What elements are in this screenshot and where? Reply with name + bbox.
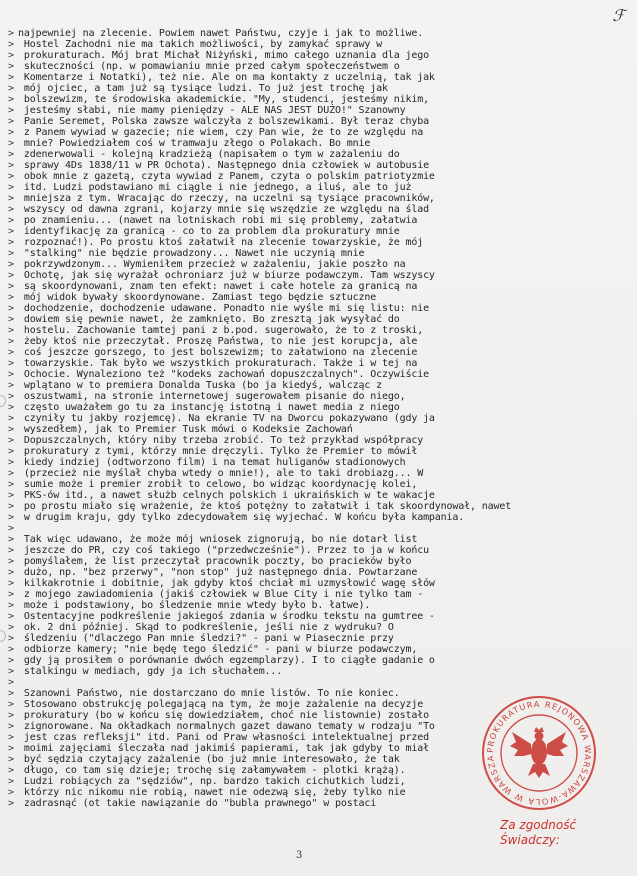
text-line	[8, 688, 400, 699]
text-line	[8, 39, 382, 50]
line-text: dużo, np. "bez przerwy", "non stop" już następnego dnia. Powtarzane	[18, 567, 418, 578]
certification-line: Za zgodność	[500, 818, 577, 832]
text-line	[8, 721, 435, 732]
line-text: Ostentacyjne podkreślenie jakiegoś zdania w środku tekstu na gumtree -	[18, 611, 435, 622]
quote-marker: >	[8, 303, 14, 314]
line-text: prokuraturach. Mój brat Michał Niżyński, mimo całego uznania dla jego	[18, 50, 429, 61]
line-text: są skoordynowani, znam ten efekt: nawet i całe hotele za granicą na	[18, 281, 418, 292]
line-text: po znamieniu... (nawet na lotniskach robi mi się problemy, załatwia	[18, 215, 418, 226]
quote-marker: >	[8, 380, 14, 391]
text-line	[8, 182, 411, 193]
line-text: Tak więc udawano, że może mój wniosek zignorują, bo nie dotarł list	[18, 534, 418, 545]
line-text: wplątano w to premiera Donalda Tuska (bo ja kiedyś, walcząc z	[18, 380, 382, 391]
line-text: bolszewizm, te środowiska akademickie. "My, studenci, jesteśmy nikim,	[18, 94, 429, 105]
text-line	[8, 743, 429, 754]
line-text: Stosowano obstrukcję polegającą na tym, że moje zażalenie na decyzje	[18, 699, 424, 710]
text-line	[8, 534, 417, 545]
quote-marker: >	[8, 633, 14, 644]
text-line	[8, 259, 405, 270]
quote-marker: >	[8, 314, 14, 325]
line-text: mój widok bywały skoordynowane. Zamiast tego będzie sztuczne	[18, 292, 377, 303]
quote-marker: >	[8, 490, 14, 501]
text-line	[8, 391, 405, 402]
quote-marker: >	[8, 182, 14, 193]
text-line	[8, 270, 435, 281]
quote-marker: >	[8, 259, 14, 270]
line-text: towarzyskie. Tak było we wszystkich prokuraturach. Także i w tej na	[18, 358, 418, 369]
quote-marker: >	[8, 765, 14, 776]
text-line	[8, 677, 18, 688]
quote-marker: >	[8, 457, 14, 468]
line-text: prokuratury (bo w końcu się dowiedziałem, choć nie listownie) zostało	[18, 710, 429, 721]
text-line	[8, 710, 429, 721]
quote-marker: >	[8, 501, 14, 512]
line-text: pomyślałem, że list przeczytał pracownik poczty, bo pracieków było	[18, 556, 412, 567]
line-text: stalkingu w mediach, gdy ja ich słuchałem...	[18, 666, 283, 677]
quote-marker: >	[8, 61, 14, 72]
line-text: Hostel Zachodni nie ma takich możliwości, by zamykać sprawy w	[18, 39, 382, 50]
line-text: którzy nic nikomu nie robią, nawet nie odezwą się, żeby tylko nie	[18, 787, 406, 798]
text-line	[8, 578, 435, 589]
text-line	[8, 479, 417, 490]
quote-marker: >	[8, 721, 14, 732]
text-line	[8, 138, 370, 149]
line-text: skuteczności (np. w pomawianiu mnie przed całym społeczeństwem o	[18, 61, 400, 72]
quote-marker: >	[8, 39, 14, 50]
text-line	[8, 380, 382, 391]
line-text: może i podstawiony, bo śledzenie mnie wtedy było b. łatwe).	[18, 600, 371, 611]
quote-marker: >	[8, 347, 14, 358]
line-text: Ludzi robiących za "sędziów", np. bardzo takich cichutkich ludzi,	[18, 776, 406, 787]
line-text: mniejsza z tym. Wracając do rzeczy, na uczelni są tysiące pracowników,	[18, 193, 435, 204]
text-line	[8, 556, 411, 567]
text-line	[8, 457, 405, 468]
line-text: hostelu. Zachowanie tamtej pani z b.pod. sugerowało, że to z troski,	[18, 325, 424, 336]
text-line	[8, 347, 417, 358]
text-line	[8, 127, 423, 138]
text-line	[8, 611, 435, 622]
line-text: dochodzenie, dochodzenie udawane. Ponadto nie wyśle mi się listu: nie	[18, 303, 429, 314]
line-text: Dopuszczalnych, który niby trzeba zrobić. To też przykład współpracy	[18, 435, 424, 446]
text-line	[8, 402, 400, 413]
quote-marker: >	[8, 358, 14, 369]
text-line	[8, 105, 405, 116]
page-number: 3	[296, 850, 303, 861]
line-text: śledzeniu ("dlaczego Pan mnie śledzi?" - pani w Piasecznie przy	[18, 633, 394, 644]
quote-marker: >	[8, 94, 14, 105]
text-line	[8, 116, 429, 127]
line-text: mnie? Powiedziałem coś w tramwaju złego o Polakach. Bo mnie	[18, 138, 371, 149]
quote-marker: >	[8, 149, 14, 160]
text-line	[8, 644, 417, 655]
text-line	[8, 732, 429, 743]
quote-marker: >	[8, 776, 14, 787]
line-text: jest czas refleksji" itd. Pani od Praw własności intelektualnej przed	[18, 732, 429, 743]
line-text: zignorowane. Na okładkach normalnych gazet dawano tematy w rodzaju "To	[18, 721, 435, 732]
text-line	[8, 787, 405, 798]
text-line	[8, 523, 18, 534]
line-text: sumie może i premier zrobił to celowo, bo widząc koordynację kolei,	[18, 479, 418, 490]
quote-marker: >	[8, 50, 14, 61]
corner-handwritten-mark: ℱ	[612, 6, 625, 25]
text-line	[8, 72, 435, 83]
line-text: gdy ją prosiłem o porównanie dwóch egzemplarzy). I to ciągłe gadanie o	[18, 655, 435, 666]
quote-marker: >	[8, 798, 14, 809]
line-text: zdenerwowali - kolejną kradzieżą (napisałem o tym w zażaleniu do	[18, 149, 400, 160]
line-text: zadrasnąć (ot takie nawiązanie do "bubla prawnego" w postaci	[18, 798, 377, 809]
line-text: wyszedłem), jak to Premier Tusk mówi o Kodeksie Zachowań	[18, 424, 353, 435]
text-line	[8, 468, 423, 479]
text-line	[8, 501, 511, 512]
line-text: obok mnie z gazetą, czyta wywiad z Panem, czyta o polskim patriotyzmie	[18, 171, 435, 182]
quote-marker: >	[8, 336, 14, 347]
line-text: najpewniej na zlecenie. Powiem nawet Państwu, czyje i jak to możliwe.	[18, 28, 424, 39]
quote-marker: >	[8, 710, 14, 721]
quote-marker: >	[8, 160, 14, 171]
line-text: często uważałem go tu za instancję istotną i nawet media z niego	[18, 402, 400, 413]
line-text: Panie Seremet, Polska zawsze walczyła z bolszewikami. Był teraz chyba	[18, 116, 429, 127]
text-line	[8, 512, 464, 523]
line-text: oszustwami, na stronie internetowej sugerowałem pisanie do niego,	[18, 391, 406, 402]
quote-marker: >	[8, 600, 14, 611]
line-text: ok. 2 dni później. Skąd to podkreślenie, jeśli nie z wydruku? O	[18, 622, 394, 633]
line-text: wszyscy od dawna zgrani, kojarzy mnie się wszędzie ze względu na ślad	[18, 204, 429, 215]
text-line	[8, 193, 435, 204]
quote-marker: >	[8, 193, 14, 204]
quote-marker: >	[8, 391, 14, 402]
quote-marker: >	[8, 677, 14, 688]
stamp-seal	[478, 692, 600, 814]
text-line	[8, 435, 423, 446]
certification-handwriting	[500, 818, 576, 848]
text-line	[8, 292, 376, 303]
quote-marker: >	[8, 105, 14, 116]
quote-marker: >	[8, 479, 14, 490]
text-line	[8, 50, 429, 61]
quote-marker: >	[8, 644, 14, 655]
line-text: identyfikację za granicą - co to za problem dla prokuratury mnie	[18, 226, 400, 237]
quote-marker: >	[8, 226, 14, 237]
line-text: rozpoznać!). Po prostu ktoś załatwił na zlecenie towarzyskie, że mój	[18, 237, 424, 248]
text-line	[8, 237, 423, 248]
quote-marker: >	[8, 171, 14, 182]
text-line	[8, 655, 435, 666]
line-text: z mojego zawiadomienia (jakiś człowiek w Blue City i nie tylko tam -	[18, 589, 424, 600]
quote-marker: >	[8, 270, 14, 281]
line-text: coś jeszcze gorszego, to jest bolszewizm; to załatwiono na zlecenie	[18, 347, 418, 358]
quote-marker: >	[8, 204, 14, 215]
text-line	[8, 545, 429, 556]
quote-marker: >	[8, 556, 14, 567]
quote-marker: >	[8, 567, 14, 578]
text-line	[8, 325, 423, 336]
text-line	[8, 171, 435, 182]
line-text: pokrzywdzonym... Wymieniłem przecież w zażaleniu, jakie poszło na	[18, 259, 406, 270]
quote-marker: >	[8, 83, 14, 94]
text-line	[8, 424, 353, 435]
line-text: moimi zajęciami śleczała nad jakimiś papierami, tak jak gdyby to miał	[18, 743, 429, 754]
text-line	[8, 776, 405, 787]
quote-marker: >	[8, 545, 14, 556]
text-line	[8, 149, 400, 160]
text-line	[8, 798, 376, 809]
text-line	[8, 490, 435, 501]
text-line	[8, 765, 405, 776]
line-text: kilkakrotnie i dobitnie, jak gdyby ktoś chciał mi uzmysłowić wagę słów	[18, 578, 435, 589]
line-text: itd. Ludzi podstawiano mi ciągle i nie jednego, a iluś, ale to już	[18, 182, 412, 193]
text-line	[8, 754, 400, 765]
text-line	[8, 358, 417, 369]
text-line	[8, 666, 282, 677]
text-line	[8, 446, 417, 457]
text-line	[8, 369, 429, 380]
text-line	[8, 226, 400, 237]
quote-marker: >	[8, 424, 14, 435]
text-line	[8, 303, 429, 314]
line-text: Ochotę, jak się wyrażał ochroniarz już w biurze podawczym. Tam wszyscy	[18, 270, 435, 281]
text-line	[8, 61, 400, 72]
text-line	[8, 589, 423, 600]
text-line	[8, 248, 364, 259]
line-text: Ochocie. Wynaleziono też "kodeks zachowań dopuszczalnych". Oczywiście	[18, 369, 429, 380]
text-line	[8, 83, 388, 94]
text-line	[8, 413, 435, 424]
quote-marker: >	[8, 468, 14, 479]
line-text: dowiem się pewnie nawet, że zamknięto. Bo zresztą jak wysyłać do	[18, 314, 400, 325]
quote-marker: >	[8, 72, 14, 83]
text-line	[8, 215, 417, 226]
text-line	[8, 94, 429, 105]
quote-marker: >	[8, 215, 14, 226]
quote-marker: >	[8, 248, 14, 259]
line-text: odbiorze kamery; "nie będę tego śledzić" - pani w biurze podawczym,	[18, 644, 418, 655]
text-line	[8, 600, 370, 611]
quote-marker: >	[8, 402, 14, 413]
text-line	[8, 204, 429, 215]
quote-marker: >	[8, 325, 14, 336]
line-text: w drugim kraju, gdy tylko zdecydowałem się wyjechać. W końcu była kampania.	[18, 512, 465, 523]
text-line	[8, 699, 423, 710]
line-text: żeby ktoś nie przeczytał. Proszę Państwa, to nie jest korupcja, ale	[18, 336, 418, 347]
line-text: z Panem wywiad w gazecie; nie wiem, czy Pan wie, że to ze względu na	[18, 127, 424, 138]
line-text: sprawy 4Ds 1838/11 w PR Ochota). Następnego dnia człowiek w autobusie	[18, 160, 429, 171]
quote-marker: >	[8, 743, 14, 754]
quote-marker: >	[8, 578, 14, 589]
svg-text:PROKURATURA REJONOWA WARSZAWA-: PROKURATURA REJONOWA WARSZAWA-WOLA W WARSZA	[484, 698, 594, 808]
line-text: Szanowni Państwo, nie dostarczano do mnie listów. To nie koniec.	[18, 688, 400, 699]
line-text: po prostu miało się wrażenie, że ktoś potężny to załatwił i tak skoordynował, nawet	[18, 501, 512, 512]
text-line	[8, 633, 394, 644]
quote-marker: >	[8, 732, 14, 743]
line-text: długo, co tam się dzieje; trochę się załamywałem - plotki krążą).	[18, 765, 406, 776]
quote-marker: >	[8, 28, 14, 39]
quote-marker: >	[8, 292, 14, 303]
quote-marker: >	[8, 116, 14, 127]
quote-marker: >	[8, 699, 14, 710]
quote-marker: >	[8, 534, 14, 545]
line-text: PKS-ów itd., a nawet służb celnych polskich i ukraińskich w te wakacje	[18, 490, 435, 501]
line-text: prokuratury z tymi, którzy mnie dręczyli. Tylko że Premier to mówił	[18, 446, 418, 457]
line-text: kiedy indziej (odtworzono film) i na temat huliganów stadionowych	[18, 457, 406, 468]
text-line	[8, 281, 417, 292]
quote-marker: >	[8, 655, 14, 666]
quote-marker: >	[8, 622, 14, 633]
line-text: Komentarze i Notatki), też nie. Ale on ma kontakty z uczelnią, tak jak	[18, 72, 435, 83]
line-text: czyniły tu jakby rozjemcę). Na ekranie TV na Dworcu pokazywano (gdy ja	[18, 413, 435, 424]
text-line	[8, 314, 400, 325]
text-line	[8, 336, 417, 347]
line-text: "stalking" nie będzie prowadzony... Nawet nie uczynią mnie	[18, 248, 365, 259]
quote-marker: >	[8, 237, 14, 248]
quote-marker: >	[8, 589, 14, 600]
quote-marker: >	[8, 281, 14, 292]
line-text: mój ojciec, a tam już są tysiące ludzi. To już jest trochę jak	[18, 83, 388, 94]
text-line	[8, 28, 423, 39]
line-text: być sędzia czytający zażalenie (bo już mnie interesowało, że tak	[18, 754, 400, 765]
prosecutor-office-stamp	[478, 692, 600, 814]
quote-marker: >	[8, 523, 14, 534]
line-text: jeszcze do PR, czy coś takiego ("przedwcześnie"). Przez to ja w końcu	[18, 545, 429, 556]
quote-marker: >	[8, 787, 14, 798]
certification-line: Świadczy:	[500, 833, 560, 847]
line-text: (przecież nie myślał chyba wtedy o mnie!), ale to taki drobiazg... W	[18, 468, 424, 479]
quote-marker: >	[8, 512, 14, 523]
quote-marker: >	[8, 369, 14, 380]
text-line	[8, 160, 429, 171]
text-line	[8, 567, 417, 578]
quote-marker: >	[8, 413, 14, 424]
text-line	[8, 622, 394, 633]
quote-marker: >	[8, 446, 14, 457]
quote-marker: >	[8, 754, 14, 765]
quote-marker: >	[8, 127, 14, 138]
quote-marker: >	[8, 688, 14, 699]
quote-marker: >	[8, 611, 14, 622]
eagle-icon	[510, 727, 568, 778]
quote-marker: >	[8, 138, 14, 149]
quote-marker: >	[8, 435, 14, 446]
quote-marker: >	[8, 666, 14, 677]
line-text: jesteśmy słabi, nie mamy pieniędzy - ALE NAS JEST DUŻO!" Szanowny	[18, 105, 406, 116]
